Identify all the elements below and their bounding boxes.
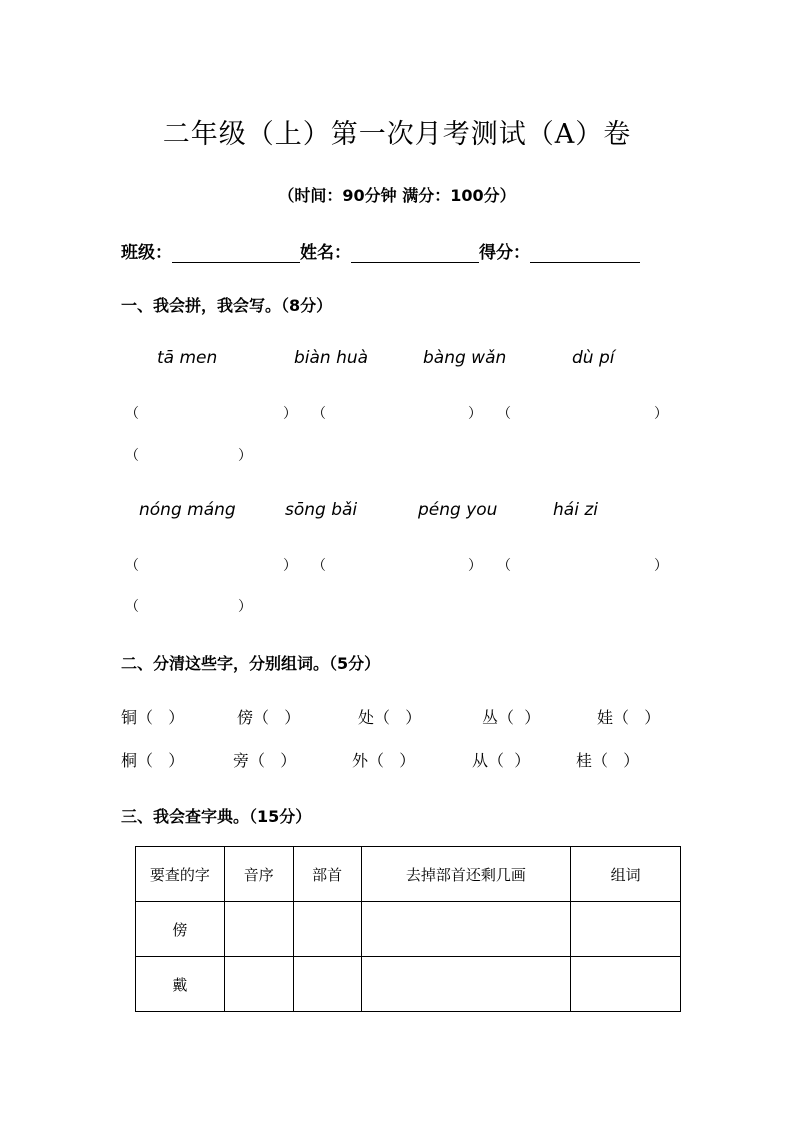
pinyin-item: bàng wǎn — [423, 348, 507, 368]
answer-paren-close: ） — [238, 448, 252, 464]
table-cell-blank[interactable] — [293, 957, 361, 1012]
pinyin-item: hái zi — [553, 500, 598, 520]
answer-paren-close: ） — [468, 406, 482, 422]
pinyin-item: dù pí — [572, 348, 615, 368]
table-cell-blank[interactable] — [224, 957, 293, 1012]
section2-heading: 二、分清这些字，分别组词。（5分） — [121, 654, 381, 673]
name-label: 姓名： — [300, 243, 351, 263]
answer-paren-close: ） — [654, 558, 668, 574]
answer-paren-open: （ — [125, 406, 139, 422]
table-row — [136, 902, 681, 957]
answer-paren-open: （ — [125, 448, 139, 464]
char-item: 娃（ ） — [597, 708, 661, 727]
pinyin-item: nóng máng — [139, 500, 236, 520]
char-item: 外（ ） — [352, 751, 416, 770]
answer-paren-close: ） — [238, 599, 252, 615]
table-cell-blank[interactable] — [571, 902, 681, 957]
answer-paren-open: （ — [497, 406, 511, 422]
table-cell-char: 戴 — [136, 957, 225, 1012]
pinyin-item: biàn huà — [294, 348, 369, 368]
char-item: 旁（ ） — [233, 751, 297, 770]
answer-paren-close: ） — [654, 406, 668, 422]
answer-paren-close: ） — [283, 406, 297, 422]
score-blank[interactable] — [530, 244, 640, 263]
table-header-cell: 部首 — [293, 847, 361, 902]
pinyin-item: péng you — [418, 500, 498, 520]
section3-heading: 三、我会查字典。（15分） — [121, 807, 312, 826]
table-header-cell: 去掉部首还剩几画 — [361, 847, 571, 902]
pinyin-item: sōng bǎi — [285, 500, 358, 520]
answer-paren-open: （ — [312, 406, 326, 422]
name-blank[interactable] — [351, 244, 479, 263]
char-item: 处（ ） — [358, 708, 422, 727]
char-item: 桐（ ） — [121, 751, 185, 770]
char-item: 桂（ ） — [576, 751, 640, 770]
table-cell-blank[interactable] — [571, 957, 681, 1012]
table-header-cell: 要查的字 — [136, 847, 225, 902]
score-label: 得分： — [479, 243, 530, 263]
class-blank[interactable] — [172, 244, 300, 263]
class-label: 班级： — [121, 243, 172, 263]
answer-paren-open: （ — [312, 558, 326, 574]
table-header-row — [136, 847, 681, 902]
pinyin-item: tā men — [157, 348, 218, 368]
table-header-cell: 音序 — [224, 847, 293, 902]
section1-heading: 一、我会拼，我会写。（8分） — [121, 296, 333, 315]
page-title: 二年级（上）第一次月考测试（A）卷 — [162, 119, 632, 150]
table-header-cell: 组词 — [571, 847, 681, 902]
char-item: 从（ ） — [472, 751, 531, 770]
exam-subtitle: （时间：90分钟 满分：100分） — [278, 186, 516, 205]
answer-paren-open: （ — [125, 558, 139, 574]
char-item: 丛（ ） — [482, 708, 541, 727]
table-row — [136, 957, 681, 1012]
table-cell-char: 傍 — [136, 902, 225, 957]
answer-paren-open: （ — [497, 558, 511, 574]
table-cell-blank[interactable] — [361, 957, 571, 1012]
char-item: 铜（ ） — [121, 708, 185, 727]
dictionary-table — [135, 846, 681, 1012]
answer-paren-close: ） — [468, 558, 482, 574]
char-item: 傍（ ） — [237, 708, 301, 727]
answer-paren-open: （ — [125, 599, 139, 615]
table-cell-blank[interactable] — [293, 902, 361, 957]
table-cell-blank[interactable] — [224, 902, 293, 957]
table-cell-blank[interactable] — [361, 902, 571, 957]
student-info-line — [121, 238, 640, 263]
answer-paren-close: ） — [283, 558, 297, 574]
